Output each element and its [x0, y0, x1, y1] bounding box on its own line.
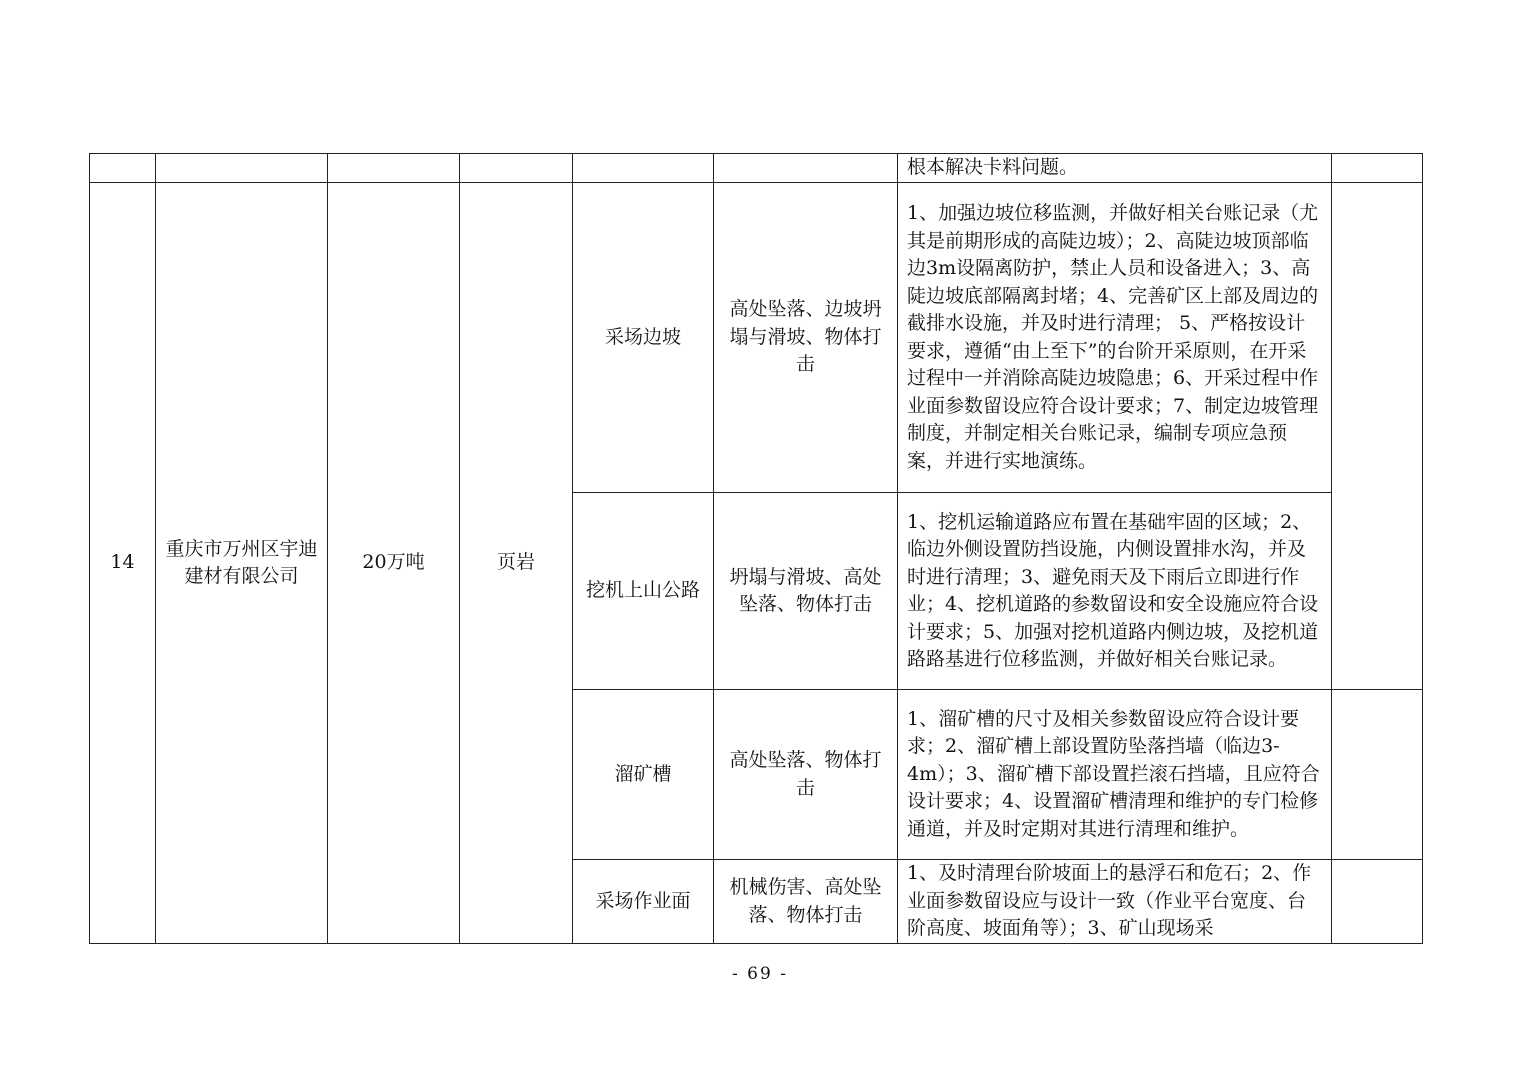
empty-cell — [573, 154, 714, 183]
empty-cell — [328, 154, 460, 183]
table-row — [90, 183, 1423, 493]
remarks-cell — [1332, 154, 1423, 183]
empty-cell — [90, 154, 156, 183]
risk-type-cell: 高处坠落、边坡坍塌与滑坡、物体打击 — [714, 183, 898, 493]
mineral-cell: 页岩 — [460, 183, 573, 944]
risk-type-cell: 坍塌与滑坡、高处坠落、物体打击 — [714, 493, 898, 690]
location-cell: 采场边坡 — [573, 183, 714, 493]
measures-cell: 1、加强边坡位移监测，并做好相关台账记录（尤其是前期形成的高陡边坡）；2、高陡边坡顶部临边3m设隔离防护，禁止人员和设备进入；3、高陡边坡底部隔离封堵；4、完善矿区上部及周边的截排水设施，并及时进行清理； 5、严格按设计要求，遵循“由上至下”的台阶开采原则，在开采过程中一并消除高陡边坡隐患；6、开采过程中作业面参数留设应符合设计要求；7、制定边坡管理制度，并制定相关台账记录，编制专项应急预案，并进行实地演练。 — [898, 183, 1332, 493]
enterprise-name-cell: 重庆市万州区宇迪建材有限公司 — [156, 183, 328, 944]
risk-type-cell: 机械伤害、高处坠落、物体打击 — [714, 860, 898, 944]
remarks-cell — [1332, 860, 1423, 944]
empty-cell — [460, 154, 573, 183]
location-cell: 溜矿槽 — [573, 690, 714, 860]
location-cell: 挖机上山公路 — [573, 493, 714, 690]
page-number: - 69 - — [732, 964, 788, 984]
empty-cell — [156, 154, 328, 183]
hazard-table — [89, 153, 1423, 944]
remarks-cell — [1332, 183, 1423, 690]
measures-cell: 1、及时清理台阶坡面上的悬浮石和危石；2、作业面参数留设应与设计一致（作业平台宽度、台阶高度、坡面角等）；3、矿山现场采 — [898, 860, 1332, 944]
location-cell: 采场作业面 — [573, 860, 714, 944]
measures-cell: 根本解决卡料问题。 — [898, 154, 1332, 183]
capacity-cell: 20万吨 — [328, 183, 460, 944]
remarks-cell — [1332, 690, 1423, 860]
empty-cell — [714, 154, 898, 183]
risk-type-cell: 高处坠落、物体打击 — [714, 690, 898, 860]
measures-cell: 1、溜矿槽的尺寸及相关参数留设应符合设计要求；2、溜矿槽上部设置防坠落挡墙（临边3-4m）；3、溜矿槽下部设置拦滚石挡墙，且应符合设计要求；4、设置溜矿槽清理和维护的专门检修通道，并及时定期对其进行清理和维护。 — [898, 690, 1332, 860]
continuation-row — [90, 154, 1423, 183]
index-cell: 14 — [90, 183, 156, 944]
measures-cell: 1、挖机运输道路应布置在基础牢固的区域；2、临边外侧设置防挡设施，内侧设置排水沟，并及时进行清理；3、避免雨天及下雨后立即进行作业；4、挖机道路的参数留设和安全设施应符合设计要求；5、加强对挖机道路内侧边坡，及挖机道路路基进行位移监测，并做好相关台账记录。 — [898, 493, 1332, 690]
